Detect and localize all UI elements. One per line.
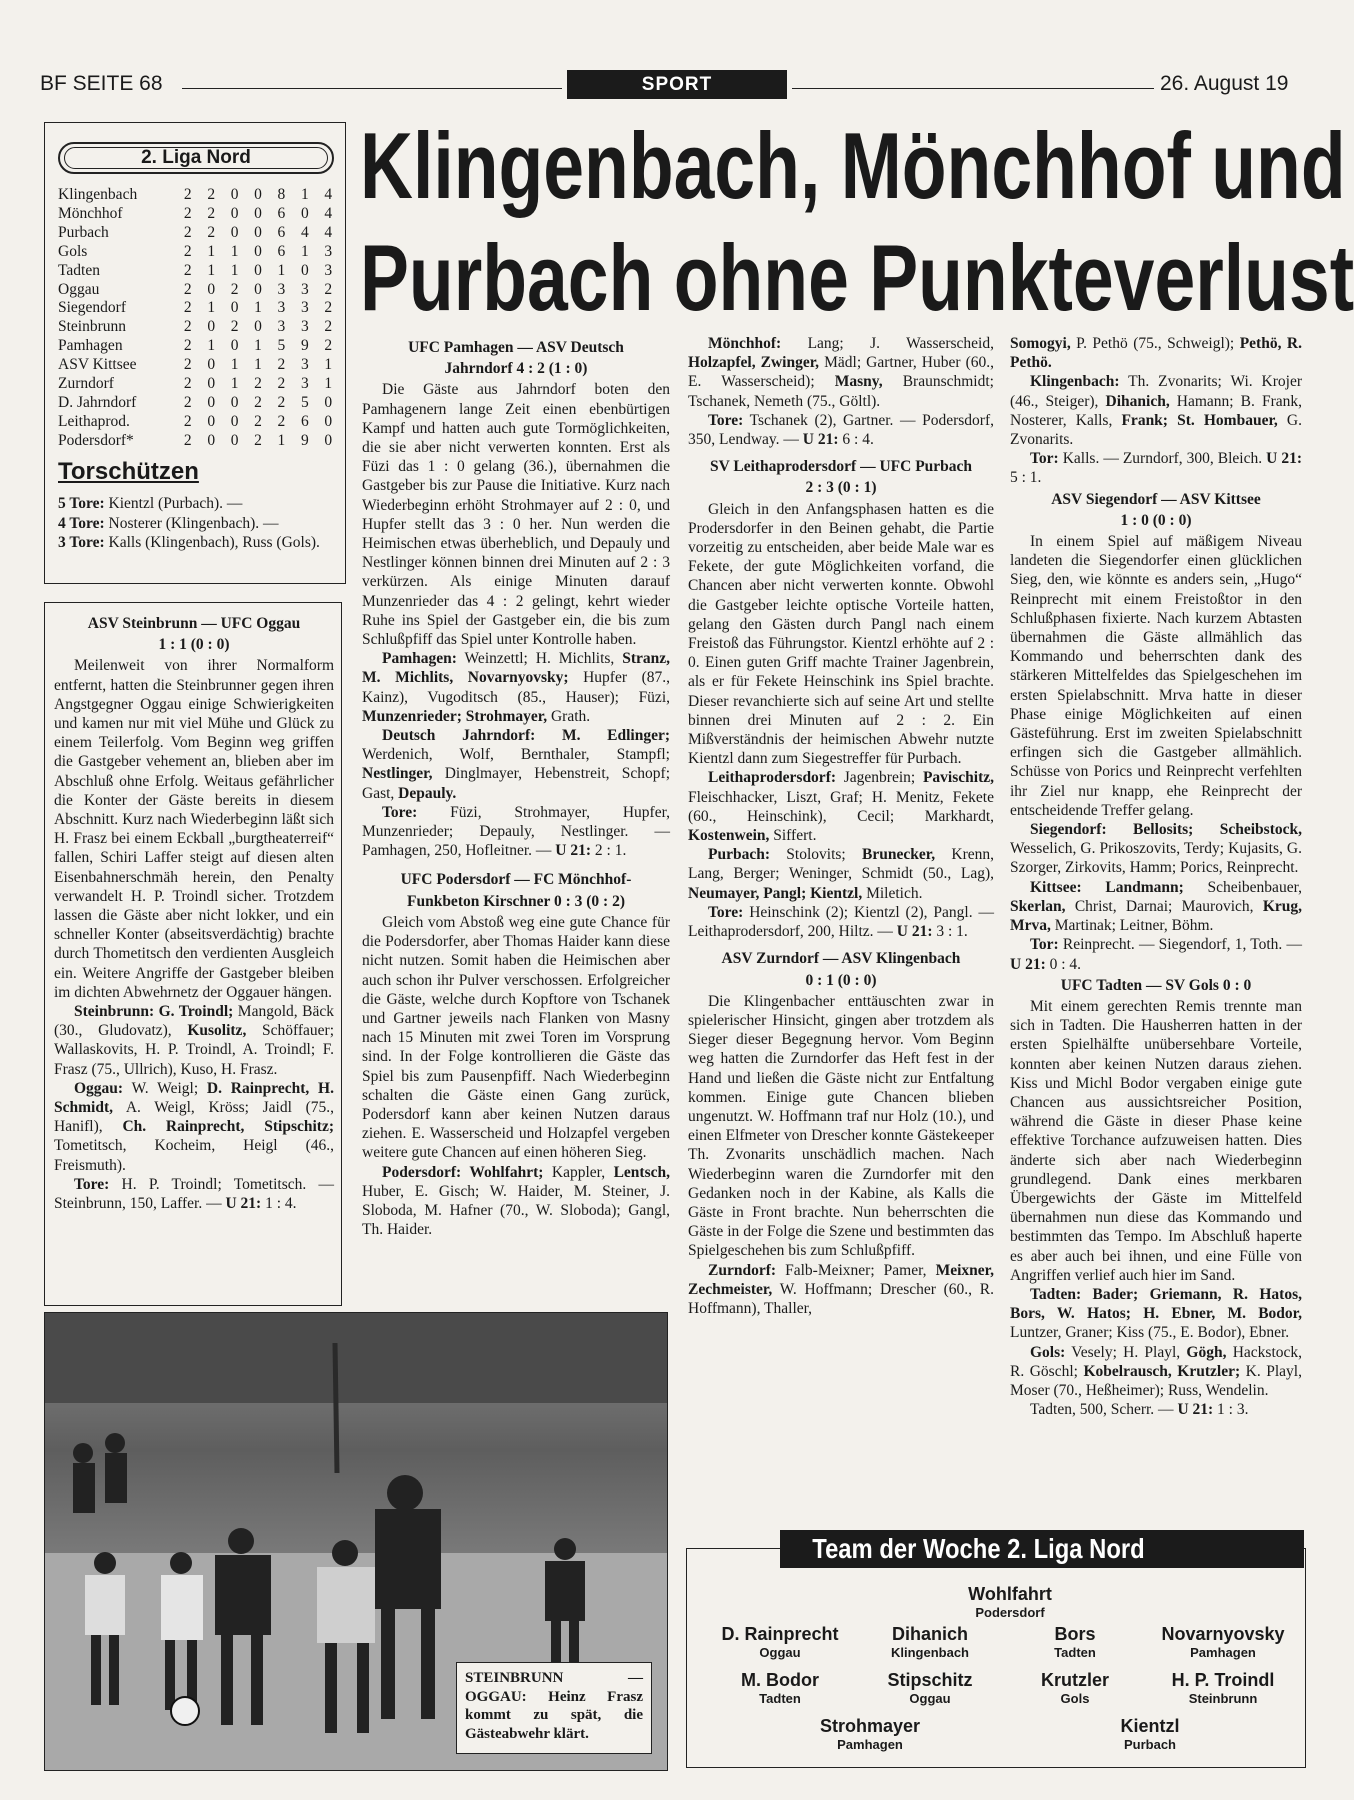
stat-cell: 2 (324, 280, 333, 298)
stat-cell: 1 (324, 375, 333, 393)
stat-cell: 3 (300, 356, 309, 374)
stat-cell: 0 (207, 393, 216, 411)
match-heading: UFC Pamhagen — ASV Deutsch (408, 339, 624, 356)
standings-row (58, 224, 340, 243)
match-heading: UFC Podersdorf — FC Mönchhof- (400, 871, 632, 889)
stat-cell: 2 (183, 375, 192, 393)
headline-line-2: Purbach ohne Punkteverlust (360, 225, 1354, 330)
stat-cell: 3 (277, 280, 286, 298)
match-goals: Tore: H. P. Troindl; Tometitsch. — Steinbrunn, 150, Laffer. — U 21: 1 : 4. (54, 1175, 334, 1213)
standings-row (58, 205, 340, 224)
scorers-list: 5 Tore: Kientzl (Purbach). — 4 Tore: Nosterer (Klingenbach). — 3 Tore: Kalls (Klingenbach), Russ (Gols). (58, 495, 320, 551)
player-slot: Dihanich Klingenbach (890, 1624, 969, 1660)
match-text: Gleich vom Abstoß weg eine gute Chance für die Podersdorfer, aber Thomas Haider kann diese nicht nutzen. Somit haben die Heimischen aber auch schon ihr Pulver verschossen. Erfolgreicher die Gäste, welche durch Kopftore von Tschanek und Gartner jeweils nach Flanken von Masny nach 15 Minuten mit zwei Toren im Vorsprung sind. In der Folge kontrollieren die Gäste das Spiel bis zum Pausenpfiff. Nach Wiederbeginn schalten die Gäste einen Gang zurück, Podersdorf kann aber keinen Nutzen daraus ziehen. E. Wasserscheid und Holzapfel vergeben weitere gute Chancen auf einen höheren Sieg. (362, 913, 670, 1162)
stat-cell: 2 (230, 280, 239, 298)
stat-cell: 2 (324, 318, 333, 336)
team-name: Pamhagen (58, 337, 123, 355)
stat-cell: 2 (183, 393, 192, 411)
headline-line-1: Klingenbach, Mönchhof und (360, 113, 1346, 218)
stat-cell: 0 (230, 186, 239, 203)
player-slot: Krutzler Gols (1040, 1670, 1109, 1706)
match-goals: Tore: Füzi, Strohmayer, Hupfer, Munzenrieder; Depauly, Nestlinger. — Pamhagen, 250, Hofleitner. — U 21: 2 : 1. (362, 803, 670, 860)
stat-cell: 2 (183, 280, 192, 298)
stat-cell: 3 (277, 299, 286, 317)
stat-cell: 3 (300, 280, 309, 298)
match-heading: UFC Tadten — SV Gols 0 : 0 (1060, 976, 1252, 994)
team-name: Leithaprod. (58, 412, 130, 430)
section-label: SPORT (567, 70, 787, 99)
standings-row (58, 299, 340, 318)
match-text: Die Klingenbacher enttäuschten zwar in spielerischer Hinsicht, gingen aber trotzdem als Sieger dieser Begegnung hervor. Vom Beginn weg hatten die Zurndorfer das Heft fest in der Hand und ließen die Gäste nicht zur Entfaltung kommen. Einige gute Chancen blieben ungenutzt. W. Hoffmann traf nur Holz (10.), und einen Elfmeter von Drescher konnte Gästekeeper Th. Zvonarits unschädlich machen. Nach Wiederbeginn waren die Zurndorfer mit den Gedanken noch in der Kabine, als Kalls die Gäste in Front brachte. Nun beherrschten die Gäste in der Folge die Szene und bestimmten das Spielgeschehen bis zum Schlußpfiff. (688, 992, 994, 1260)
stat-cell: 1 (207, 242, 216, 260)
stat-cell: 2 (183, 299, 192, 317)
stat-cell: 1 (324, 356, 333, 374)
stat-cell: 0 (207, 412, 216, 430)
standings-row (58, 262, 340, 281)
match-goals: Tor: Kalls. — Zurndorf, 300, Bleich. U 21: 5 : 1. (1010, 450, 1303, 487)
match-text: Mit einem gerechten Remis trennte man sich in Tadten. Die Hausherren hatten in der ersten Spielhälfte unübersehbare Vorteile, konnten aber keinen Nutzen daraus ziehen. Kiss und Michl Bodor vergaben einige gute Chancen aus aussichtsreicher Position, während die Gäste in dieser Phase keine effektive Torchance aufzuweisen hatten. Dies änderte sich aber nach Wiederbeginn grundlegend. Dank eines merkbaren Übergewichts der Gäste im Mittelfeld übernahmen nun diese das Kommando und bestimmten das Tempo. Im Abschluß haperte es aber auch bei ihnen, und eine Fülle von Angriffen verlief auch hier im Sand. (1010, 997, 1302, 1284)
stat-cell: 1 (254, 337, 262, 355)
stat-cell: 2 (183, 356, 192, 374)
match-score: 1 : 1 (0 : 0) (158, 636, 230, 654)
stat-cell: 0 (300, 261, 309, 279)
stat-cell: 1 (230, 375, 239, 393)
player-slot: Stipschitz Oggau (887, 1670, 973, 1706)
match-text: In einem Spiel auf mäßigem Niveau landeten die Siegendorfer einen glücklichen Sieg, den, wie könnte es anders sein, „Hugo“ Reinprecht mit einem Freistoßtor in den Schlußphasen fixierte. Nach kurzem Abtasten übernahmen die Gäste allmählich das Kommando und beherrschten dank des stärkeren Mittelfeldes das Spielgeschehen im ersten Spielabschnitt. Mrva hatte in dieser Phase einige Möglichkeiten auf einen Gästeführung. Erst im zweiten Spielabschnitt erfingen sich die Gastgeber allmählich. Schüsse von Porics und Reinprecht verfehlten ihr Ziel nur knapp, ehe Reinprecht der entscheidende Treffer gelang. (1010, 533, 1302, 819)
scorers-title: Torschützen (58, 458, 199, 485)
stat-cell: 2 (183, 337, 192, 355)
stat-cell: 1 (300, 242, 309, 260)
stat-cell: 0 (324, 393, 333, 411)
standings-row (58, 281, 340, 300)
stat-cell: 0 (207, 356, 216, 374)
stat-cell: 0 (254, 261, 262, 279)
stat-cell: 6 (277, 204, 286, 222)
column-2 (362, 334, 670, 1239)
photo-ball (171, 1697, 199, 1725)
stat-cell: 0 (207, 431, 216, 449)
lineup-away: Oggau: W. Weigl; D. Rainprecht, H. Schmidt, A. Weigl, Kröss; Jaidl (75., Hanifl), Ch. Rainprecht, Stipschitz; Tometitsch, Kocheim, Heigl (46., Freismuth). (54, 1079, 334, 1174)
stat-cell: 9 (300, 431, 309, 449)
lineup-away: Deutsch Jahrndorf: M. Edlinger; Werdenich, Wolf, Bernthaler, Stampfl; Nestlinger, Dinglmayer, Hebenstreit, Schopf; Gast, Depauly. (362, 727, 670, 802)
stat-cell: 6 (300, 412, 309, 430)
match-text: Meilenweit von ihrer Normalform entfernt, hatten die Steinbrunner gegen ihren Angstgegner Oggau einige Schwierigkeiten und kamen nur mit viel Mühe und Glück zu einem Teilerfolg. Vom Beginn weg griffen die Gastgeber vehement an, blieben aber im Abschluß ohne Erfolg. Weitaus gefährlicher die Konter der Gäste bereits in diesem Abschnitt. Kurz nach Wiederbeginn läßt sich H. Frasz bei einem Eckball „burgtheaterreif“ fallen, Schiri Laffer steigt auf diesen alten Eisenbahnerschmäh herein, den Penalty verwandelt H. P. Troindl sicher. Trotzdem lassen die Gäste aber nicht lokker, und ein schneller Konter (abseitsverdächtig) brachte durch Thometitsch den verdienten Ausgleich ein. Weitere Angriffe der Gastgeber bleiben im dichten Abwehrnetz der Oggauer hängen. (54, 657, 334, 1001)
team-name: Gols (58, 242, 88, 260)
stat-cell: 0 (300, 204, 309, 222)
stat-cell: 2 (207, 186, 216, 203)
player-slot: Strohmayer Pamhagen (819, 1716, 921, 1752)
stat-cell: 2 (183, 261, 192, 279)
stat-cell: 0 (254, 223, 262, 241)
team-name: D. Jahrndorf (58, 393, 137, 411)
lineup-home: Leithaprodersdorf: Jagenbrein; Pavischitz, Fleischhacker, Liszt, Graf; H. Menitz, Fekete (60., Heinschink), Cecil; Markhardt, Kostenwein, Siffert. (688, 769, 994, 845)
stat-cell: 3 (300, 299, 309, 317)
lineup-away: Kittsee: Landmann; Scheibenbauer, Skerlan, Christ, Darnai; Maurovich, Krug, Mrva, Martinak; Leitner, Böhm. (1010, 878, 1302, 935)
header-rule-left (182, 88, 562, 89)
match-heading: ASV Siegendorf — ASV Kittsee (1051, 490, 1261, 508)
match-goals: Tor: Reinprecht. — Siegendorf, 1, Toth. — U 21: 0 : 4. (1010, 936, 1302, 973)
stat-cell: 1 (230, 356, 239, 374)
lineup-home: Steinbrunn: G. Troindl; Mangold, Bäck (30., Gludovatz), Kusolitz, Schöffauer; Wallaskovits, H. P. Troindl, A. Troindl; F. Frasz (75., Ullrich), Kuso, H. Frasz. (54, 1003, 334, 1078)
stat-cell: 2 (207, 223, 216, 241)
lineup-away: Mönchhof: Lang; J. Wasserscheid, Holzapfel, Zwinger, Mädl; Gartner, Huber (60., E. Wasserscheid); Masny, Braunschmidt; Tschanek, Nemeth (75., Göltl). (688, 335, 994, 410)
stat-cell: 4 (324, 204, 333, 222)
stat-cell: 4 (300, 223, 309, 241)
match-heading: ASV Zurndorf — ASV Klingenbach (721, 950, 961, 968)
match-score: Funkbeton Kirschner 0 : 3 (0 : 2) (406, 892, 625, 910)
standings-row (58, 432, 340, 451)
lineup-away: Purbach: Stolovits; Brunecker, Krenn, Lang, Berger; Weninger, Schmidt (50., Lag), Neumayer, Pangl; Kientzl, Miletich. (688, 846, 994, 902)
column-4 (1010, 334, 1302, 1524)
standings-row (58, 337, 340, 356)
stat-cell: 2 (254, 431, 262, 449)
stat-cell: 0 (207, 280, 216, 298)
stat-cell: 3 (277, 318, 286, 336)
lineup-away: Klingenbach: Th. Zvonarits; Wi. Krojer (46., Steiger), Dihanich, Hamann; B. Frank, Nosterer, Kalls, Frank; St. Hombauer, G. Zvonarits. (1010, 373, 1302, 449)
stat-cell: 2 (183, 223, 192, 241)
lineup-home: Zurndorf: Falb-Meixner; Pamer, Meixner, Zechmeister, W. Hoffmann; Drescher (60., R. Hoffmann), Thaller, (688, 1261, 994, 1317)
stat-cell: 0 (324, 431, 333, 449)
lineup-home: Siegendorf: Bellosits; Scheibstock, Wesselich, G. Prikoszovits, Terdy; Kujasits, G. Szorger, Zirkovits, Hamm; Porics, Reinprecht. (1010, 821, 1302, 877)
stat-cell: 2 (254, 375, 262, 393)
player-slot: Kientzl Purbach (1120, 1716, 1180, 1752)
stat-cell: 2 (230, 318, 239, 336)
team-name: ASV Kittsee (58, 356, 137, 374)
team-name: Tadten (58, 261, 100, 279)
stat-cell: 2 (183, 318, 192, 336)
photo-background-trees (45, 1313, 667, 1403)
lineup-home: Podersdorf: Wohlfahrt; Kappler, Lentsch, Huber, E. Gisch; W. Haider, M. Steiner, J. Sloboda, M. Hafner (70., W. Sloboda); Gangl, Th. Haider. (362, 1163, 670, 1239)
stat-cell: 2 (183, 242, 192, 260)
standings-row (58, 356, 340, 375)
stat-cell: 0 (207, 318, 216, 336)
stat-cell: 2 (183, 186, 192, 203)
match-score: 1 : 0 (0 : 0) (1120, 511, 1192, 529)
stat-cell: 2 (277, 393, 286, 411)
stat-cell: 8 (277, 186, 286, 203)
page-number: BF SEITE 68 (40, 72, 163, 95)
stat-cell: 2 (277, 412, 286, 430)
stat-cell: 0 (230, 299, 239, 317)
stat-cell: 6 (277, 223, 286, 241)
stat-cell: 0 (230, 412, 239, 430)
standings-table (58, 186, 340, 451)
stat-cell: 2 (207, 204, 216, 222)
column-3 (688, 334, 994, 1318)
team-name: Siegendorf (58, 299, 127, 317)
team-name: Mönchhof (58, 204, 123, 222)
stat-cell: 2 (183, 204, 192, 222)
standings-row (58, 394, 340, 413)
stat-cell: 2 (324, 299, 333, 317)
stat-cell: 1 (277, 261, 286, 279)
match-heading: ASV Steinbrunn — UFC Oggau (87, 615, 301, 632)
stat-cell: 5 (277, 337, 286, 355)
stat-cell: 0 (324, 412, 333, 430)
stat-cell: 1 (254, 299, 262, 317)
match-score: Jahrndorf 4 : 2 (1 : 0) (444, 360, 588, 378)
match-heading: SV Leithaprodersdorf — UFC Purbach (709, 458, 973, 476)
standings-title: 2. Liga Nord (58, 142, 334, 174)
team-name: Oggau (58, 280, 100, 298)
stat-cell: 0 (230, 204, 239, 222)
team-name: Klingenbach (58, 186, 138, 203)
stat-cell: 0 (230, 337, 239, 355)
stat-cell: 2 (277, 375, 286, 393)
stat-cell: 2 (183, 431, 192, 449)
header-rule-right (792, 88, 1154, 89)
lineup-away: Gols: Vesely; H. Playl, Gögh, Hackstock, R. Göschl; Kobelrausch, Krutzler; K. Playl, Moser (70., Heßheimer); Russ, Wendelin. (1010, 1343, 1302, 1399)
stat-cell: 0 (207, 375, 216, 393)
stat-cell: 1 (254, 356, 262, 374)
stat-cell: 1 (207, 261, 216, 279)
stat-cell: 0 (254, 204, 262, 222)
player-goalkeeper: Wohlfahrt Podersdorf (968, 1584, 1052, 1620)
stat-cell: 1 (300, 186, 309, 203)
stat-cell: 0 (254, 280, 262, 298)
stat-cell: 5 (300, 393, 309, 411)
standings-row (58, 375, 340, 394)
player-slot: H. P. Troindl Steinbrunn (1171, 1670, 1275, 1706)
stat-cell: 0 (230, 431, 239, 449)
match-text: Die Gäste aus Jahrndorf boten den Pamhagenern lange Zeit einen ebenbürtigen Kampf und hatten auch gute Tormöglichkeiten, die sie aber nicht verwerten konnten. Erst als Füzi das 1 : 0 gelang (36.), übernahmen die Gastgeber bis zur Pause die Initiative. Kurz nach Wiederbeginn erhöht Strohmayer auf 2 : 0, und Hupfer stellt das 3 : 0 her. Nun werden die Heimischen etwas überheblich, und Depauly und Nestlinger können binnen drei Minuten auf 2 : 3 verkürzen. Als einige Minuten darauf Munzenrieder das 4 : 2 gelingt, kehrt wieder Ruhe ins Spiel der Gastgeber ein, die bis zum Schlußpfiff das Spiel unter Kontrolle haben. (362, 381, 670, 649)
player-slot: Bors Tadten (1054, 1624, 1096, 1660)
match-report-steinbrunn-oggau (54, 610, 334, 1213)
stat-cell: 2 (324, 337, 333, 355)
stat-cell: 6 (277, 242, 286, 260)
stat-cell: 9 (300, 337, 309, 355)
team-of-week-title: Team der Woche 2. Liga Nord (780, 1530, 1304, 1568)
stat-cell: 1 (207, 337, 216, 355)
stat-cell: 4 (324, 223, 333, 241)
stat-cell: 0 (254, 242, 262, 260)
team-name: Zurndorf (58, 375, 114, 393)
stat-cell: 0 (230, 393, 239, 411)
lineup-home-continued: Somogyi, P. Pethö (75., Schweigl); Pethö, R. Pethö. (1010, 335, 1302, 372)
team-name: Purbach (58, 223, 109, 241)
photo-caption: STEINBRUNN — OGGAU: Heinz Frasz kommt zu spät, die Gästeabwehr klärt. (456, 1662, 652, 1754)
stat-cell: 0 (254, 318, 262, 336)
player-slot: Novarnyovsky Pamhagen (1161, 1624, 1285, 1660)
stat-cell: 4 (324, 186, 333, 203)
stat-cell: 3 (300, 318, 309, 336)
lineup-home: Pamhagen: Weinzettl; H. Michlits, Stranz, M. Michlits, Novarnyovsky; Hupfer (87., Kainz), Vugoditsch (85., Hauser); Füzi, Munzenrieder; Strohmayer, Grath. (362, 650, 670, 725)
match-score: 2 : 3 (0 : 1) (805, 479, 877, 497)
stat-cell: 2 (254, 393, 262, 411)
stat-cell: 2 (254, 412, 262, 430)
standings-row (58, 243, 340, 262)
stat-cell: 1 (230, 261, 239, 279)
stat-cell: 1 (277, 431, 286, 449)
match-goals: Tadten, 500, Scherr. — U 21: 1 : 3. (1030, 1401, 1249, 1419)
stat-cell: 1 (207, 299, 216, 317)
stat-cell: 2 (277, 356, 286, 374)
lineup-home: Tadten: Bader; Griemann, R. Hatos, Bors, W. Hatos; H. Ebner, M. Bodor, Luntzer, Graner; Kiss (75., E. Bodor), Ebner. (1010, 1285, 1302, 1342)
stat-cell: 1 (230, 242, 239, 260)
stat-cell: 2 (183, 412, 192, 430)
stat-cell: 0 (230, 223, 239, 241)
headline (360, 110, 1354, 334)
standings-row (58, 318, 340, 337)
issue-date: 26. August 19 (1160, 72, 1289, 95)
stat-cell: 3 (324, 261, 333, 279)
match-score: 0 : 1 (0 : 0) (805, 971, 877, 989)
match-text: Gleich in den Anfangsphasen hatten es die Prodersdorfer in den Beinen gehabt, die Partie vorzeitig zu entscheiden, aber beide Male war es Fekete, der gute Möglichkeiten vorfand, die Chancen aber nicht verwerten konnte. Obwohl die Gastgeber leichte optische Vorteile hatten, gelang den Gästen durch Pangl nach einem Freistoß das Führungstor. Kientzl erhöhte auf 2 : 0. Einen guten Griff machte Trainer Jagenbrein, als er für Fekete Heinschink ins Spiel brachte. Dieser revanchierte sich auf seine Art und stellte binnen drei Minuten auf 2 : 2. Ein Mißverständnis der heimischen Abwehr nutzte Kientzl dann zum Siegestreffer für Purbach. (688, 500, 994, 768)
stat-cell: 3 (324, 242, 333, 260)
match-goals: Tore: Heinschink (2); Kientzl (2), Pangl. — Leithaprodersdorf, 200, Hiltz. — U 21: 3 : 1. (688, 903, 994, 941)
stat-cell: 0 (254, 186, 262, 203)
standings-row (58, 186, 340, 205)
stat-cell: 3 (300, 375, 309, 393)
team-name: Steinbrunn (58, 318, 127, 336)
team-name: Podersdorf* (58, 431, 134, 449)
player-slot: M. Bodor Tadten (741, 1670, 819, 1706)
match-goals: Tore: Tschanek (2), Gartner. — Podersdorf, 350, Lendway. — U 21: 6 : 4. (688, 411, 994, 449)
photo-pole (335, 1343, 337, 1473)
player-slot: D. Rainprecht Oggau (721, 1624, 839, 1660)
standings-row (58, 413, 340, 432)
